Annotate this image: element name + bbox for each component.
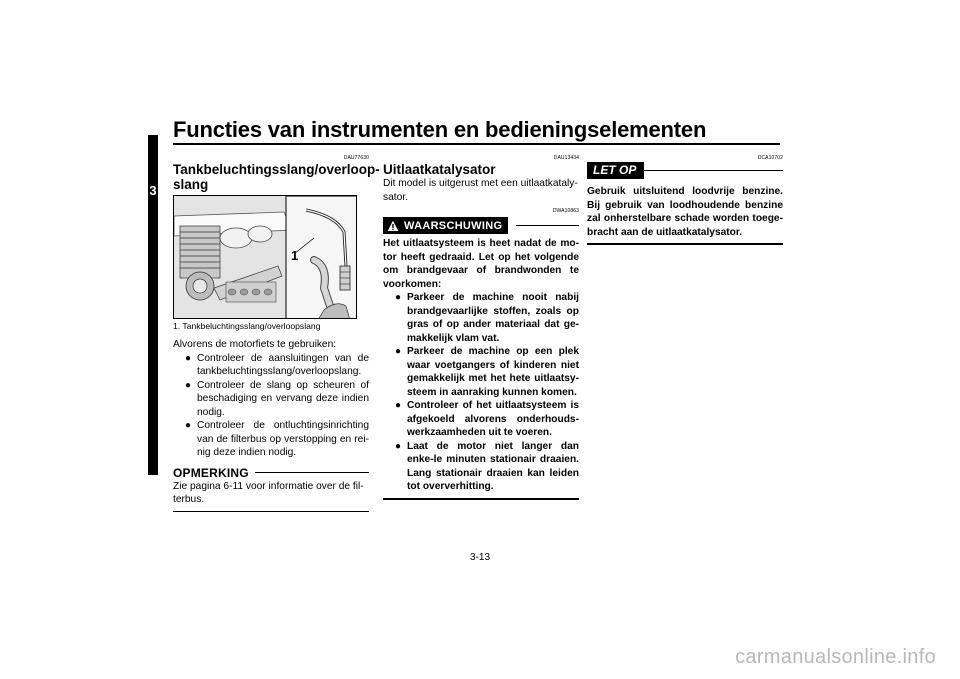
note-rule bbox=[255, 472, 369, 473]
list-item: ● Controleer de aansluitingen van de tankbeluchtingsslang/overloopslang. bbox=[185, 352, 369, 377]
column-3 bbox=[587, 155, 783, 245]
page-number: 3-13 bbox=[469, 552, 490, 563]
intro-text: Alvorens de motorfiets te gebruiken: bbox=[173, 339, 337, 350]
notice-text: Gebruik uitsluitend loodvrije benzine. Bij gebruik van loodhoudende benzine zal onherstelbare schade worden toege-bracht aan de uitlaatkatalysator. bbox=[587, 186, 783, 238]
notice-end-rule bbox=[587, 243, 783, 245]
list-item: ● Controleer de slang op scheuren of beschadiging en vervang deze indien nodig. bbox=[185, 379, 369, 418]
list-item: ● Parkeer de machine op een plek waar voetgangers of kinderen niet gemakkelijk met het hete uitlaatsy-steem in aanraking kunnen komen. bbox=[395, 346, 579, 398]
warning-text: Het uitlaatsysteem is heet nadat de mo-tor heeft gedraaid. Let op het volgende om brandgevaar of brandwonden te voorkomen: bbox=[383, 238, 579, 290]
warning-label: WAARSCHUWING bbox=[404, 219, 503, 232]
warning-rule bbox=[516, 225, 579, 226]
chapter-tab-number: 3 bbox=[149, 183, 157, 198]
note-header bbox=[173, 466, 369, 480]
bullet-icon: ● bbox=[395, 346, 402, 357]
section-title-breather-hose: Tankbeluchtingsslang/overloop-slang bbox=[173, 162, 380, 192]
list-item: ● Controleer de ontluchtingsinrichting van de filterbus op verstopping en rei-nig deze indien nodig. bbox=[185, 420, 369, 458]
note-end-rule bbox=[173, 511, 369, 512]
watermark-text: carmanualsonline.info bbox=[735, 646, 936, 668]
bullet-icon: ● bbox=[185, 420, 192, 431]
section-title-catalytic-converter: Uitlaatkatalysator bbox=[383, 162, 496, 177]
list-item: ● Laat de motor niet langer dan enke-le minuten stationair draaien. Lang stationair draaien kan leiden tot oververhitting. bbox=[395, 440, 579, 492]
warning-triangle-icon bbox=[387, 220, 399, 232]
notice-label: LET OP bbox=[587, 162, 644, 179]
warning-list bbox=[395, 291, 579, 494]
bullet-icon: ● bbox=[395, 440, 402, 452]
header-rule bbox=[173, 143, 780, 145]
note-text: Zie pagina 6-11 voor informatie over de fil-terbus. bbox=[173, 480, 364, 505]
warning-header bbox=[383, 217, 579, 234]
intro-text: Dit model is uitgerust met een uitlaatkataly-sator. bbox=[383, 178, 578, 203]
figure-caption: 1. Tankbeluchtingsslang/overloopslang bbox=[173, 321, 321, 331]
section-code: DAU13434 bbox=[553, 155, 579, 161]
bullet-icon: ● bbox=[185, 352, 192, 364]
notice-header bbox=[587, 162, 783, 179]
column-1 bbox=[173, 155, 380, 512]
note-label: OPMERKING bbox=[173, 465, 249, 480]
warning-label-box bbox=[383, 217, 508, 234]
notice-rule bbox=[644, 170, 783, 171]
check-list bbox=[185, 352, 369, 460]
notice-code: DCA10702 bbox=[757, 155, 783, 161]
figure-breather-hose bbox=[173, 195, 357, 319]
figure-callout-1: 1 bbox=[291, 248, 299, 263]
warning-code: DWA10863 bbox=[552, 208, 579, 214]
page-header-title: Functies van instrumenten en bedieningselementen bbox=[173, 117, 707, 142]
list-item: ● Parkeer de machine nooit nabij brandgevaarlijke stoffen, zoals op gras of op ander materiaal dat ge-makkelijk vlam vat. bbox=[395, 292, 579, 344]
column-2 bbox=[383, 155, 579, 500]
list-item: ● Controleer of het uitlaatsysteem is afgekoeld alvorens onderhouds-werkzaamheden uit te voeren. bbox=[395, 400, 579, 438]
bullet-icon: ● bbox=[395, 292, 402, 303]
bullet-icon: ● bbox=[185, 379, 192, 391]
bullet-icon: ● bbox=[395, 400, 402, 411]
engine-illustration bbox=[174, 196, 357, 319]
section-code: DAU77630 bbox=[343, 155, 369, 161]
warning-end-rule bbox=[383, 498, 579, 500]
